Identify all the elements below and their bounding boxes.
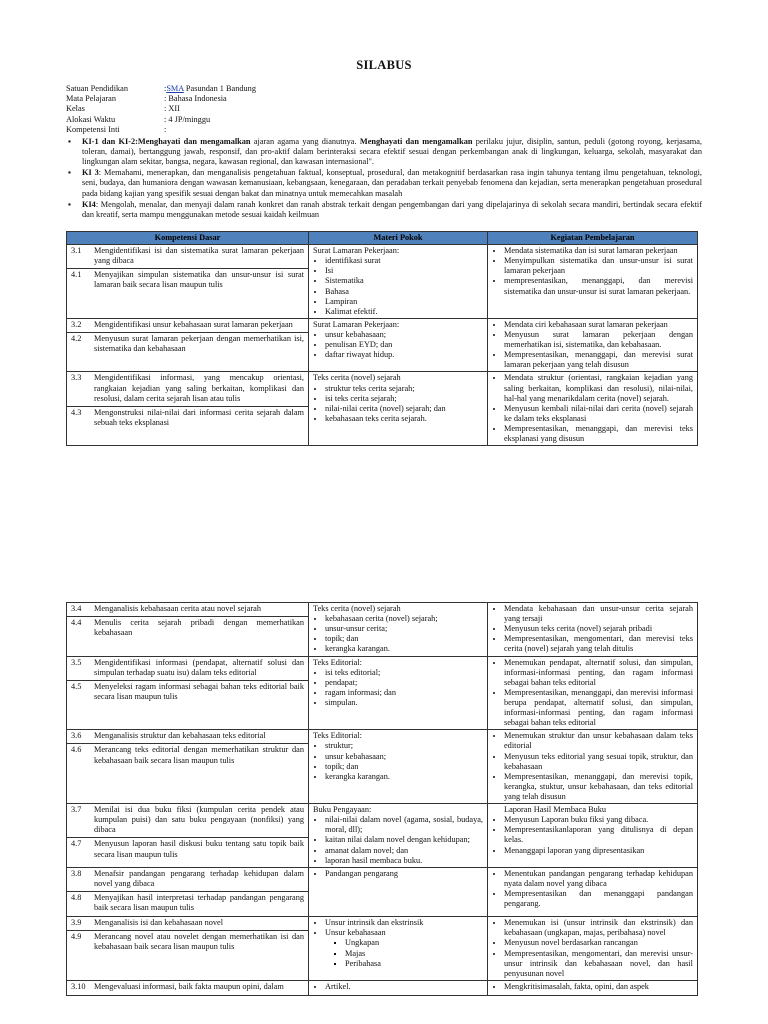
materi-item: • isi teks editorial;	[325, 668, 483, 678]
meta-value	[164, 115, 706, 125]
meta-key: Mata Pelajaran	[66, 94, 116, 104]
kegiatan-item: • Menyusun surat lamaran pekerjaan dengan memerhatikan isi, sistematika, dan kebahasaan.	[504, 330, 693, 350]
materi-item: • unsur-unsur cerita;	[325, 624, 483, 634]
kegiatan-item: • Menanggapi laporan yang dipresentasikan	[504, 846, 693, 856]
kd-number: 3.1	[71, 246, 82, 256]
kd-item	[67, 743, 308, 765]
materi-item: • ragam informasi; dan	[325, 688, 483, 698]
kegiatan-item: • Mempresentasikan, mengomentari, dan merevisi teks cerita (novel) sejarah yang telah ditulis	[504, 634, 693, 654]
syllabus-table-2	[66, 602, 698, 996]
ki-item	[66, 168, 702, 198]
kegiatan-item: • Mempresentasikan, menanggapi, dan merevisi surat lamaran pekerjaan yang telah disusun	[504, 350, 693, 370]
materi-heading: Teks Editorial:	[313, 657, 362, 667]
materi-item: • Lampiran	[325, 297, 483, 307]
kd-number: 3.8	[71, 868, 82, 878]
kd-number: 3.3	[71, 373, 82, 383]
materi-item: • topik; dan	[325, 762, 483, 772]
kd-item	[71, 805, 304, 835]
kd-text: Merancang teks editorial dengan memerhatikan struktur dan kebahasaan baik secara lisan maupun tulis	[94, 745, 304, 765]
kd-number: 3.6	[71, 731, 82, 741]
kd-item	[67, 891, 308, 913]
materi-item: • amanat dalam novel; dan	[325, 846, 483, 856]
kd-cell	[67, 867, 309, 916]
kegiatan-cell	[488, 980, 698, 995]
kegiatan-item: • Mendata kebahasaan dan unsur-unsur cerita sejarah yang tersaji	[504, 604, 693, 624]
table-row	[67, 603, 698, 657]
ki-text: : Mengolah, menalar, dan menyaji dalam ranah konkret dan ranah abstrak terkait dengan pengembangan dari yang dipelajarinya di sekolah secara mandiri, bertindak secara efektif dan kreatif, serta mampu menggunakan metode sesuai kaidah keilmuan	[82, 199, 702, 219]
meta-value	[164, 125, 706, 135]
materi-item: • kebahasaan cerita (novel) sejarah;	[325, 614, 483, 624]
meta-text: 4 JP/minggu	[166, 114, 211, 124]
table-row	[67, 730, 698, 804]
kegiatan-cell	[488, 603, 698, 657]
materi-item: • struktur;	[325, 741, 483, 751]
kd-text: Menyajikan hasil interpretasi terhadap pandangan pengarang baik secara lisan maupun tulis	[94, 892, 304, 913]
kd-number: 3.2	[71, 319, 82, 329]
kegiatan-item: • Mendata struktur (orientasi, rangkaian kejadian yang saling berkaitan, komplikasi dan resolusi), nilai-nilai, hal-hal yang menarikdalam cerita (novel) sejarah.	[504, 373, 693, 403]
kegiatan-cell	[488, 730, 698, 804]
kd-cell	[67, 372, 309, 446]
kegiatan-list	[492, 731, 693, 802]
kd-text: Menganalisis isi dan kebahasaan novel	[94, 918, 224, 928]
identity-block	[66, 84, 706, 135]
table-row	[67, 917, 698, 981]
materi-list	[313, 614, 483, 654]
kegiatan-item: • Mempresentasikan, mengomentari, dan merevisi unsur-unsur intrinsik dan kebahasaan novel, dan hasil penyusunan novel	[504, 949, 693, 979]
kegiatan-item: • Mendata ciri kebahasaan surat lamaran pekerjaan	[504, 320, 693, 330]
kd-number: 3.9	[71, 918, 82, 928]
kd-item	[71, 869, 304, 889]
meta-row	[66, 125, 706, 135]
kegiatan-item: • Menyusun teks editorial yang sesuai topik, struktur, dan kebahasaan	[504, 752, 693, 772]
kegiatan-item: • mempresentasikan, menanggapi, dan merevisi sistematika dan unsur-unsur isi surat lamaran pekerjaan.	[504, 276, 693, 296]
kegiatan-item: • Mendata sistematika dan isi surat lamaran pekerjaan	[504, 246, 693, 256]
ki-text: ajaran agama yang dianutnya.	[250, 137, 360, 146]
kd-number: 3.7	[71, 805, 82, 815]
document-title: SILABUS	[356, 58, 412, 72]
ki-label: KI 3	[82, 168, 99, 178]
kegiatan-list	[492, 815, 693, 855]
materi-list	[313, 741, 483, 781]
materi-cell	[309, 656, 488, 730]
materi-item: • Kalimat efektif.	[325, 307, 483, 317]
materi-item: • topik; dan	[325, 634, 483, 644]
bullet-icon: ▪	[68, 168, 71, 178]
materi-cell	[309, 730, 488, 804]
kegiatan-cell	[488, 318, 698, 372]
materi-item: • Unsur intrinsik dan ekstrinsik	[325, 918, 483, 928]
meta-row	[66, 115, 706, 125]
materi-list	[313, 918, 483, 938]
kd-number: 4.7	[71, 839, 82, 849]
kegiatan-list	[492, 604, 693, 655]
ki-label: KI-1 dan KI-2:Menghayati dan mengamalkan	[82, 137, 251, 146]
kegiatan-list	[492, 246, 693, 297]
kd-item	[71, 246, 304, 266]
materi-item: • penulisan EYD; dan	[325, 340, 483, 350]
meta-text: Pasundan 1 Bandung	[183, 84, 256, 93]
materi-subitem: ▪ Majas	[345, 949, 483, 959]
ki-item	[66, 137, 702, 167]
kd-item	[67, 930, 308, 952]
kegiatan-list	[492, 982, 693, 992]
kd-item	[67, 616, 308, 638]
kd-cell	[67, 730, 309, 804]
materi-item: • unsur kebahasaan;	[325, 330, 483, 340]
core-competencies	[66, 137, 702, 221]
kd-text: Menulis cerita sejarah pribadi dengan memerhatikan kebahasaan	[94, 618, 304, 638]
table-row	[67, 656, 698, 730]
kd-number: 4.5	[71, 681, 82, 691]
materi-item: • kerangka karangan.	[325, 644, 483, 654]
kd-text: Menyajikan simpulan sistematika dan unsur-unsur isi surat lamaran baik secara lisan maupun tulis	[94, 270, 304, 290]
materi-cell	[309, 980, 488, 995]
kd-text: Mengidentifikasi unsur kebahasaan surat lamaran pekerjaan	[94, 319, 293, 329]
materi-heading: Teks Editorial:	[313, 731, 362, 741]
table-row	[67, 372, 698, 446]
kd-text: Menyusun laporan hasil diskusi buku tentang satu topik baik secara lisan maupun tulis	[94, 839, 304, 859]
school-link[interactable]: SMA	[166, 84, 184, 93]
kd-number: 4.1	[71, 270, 82, 280]
materi-cell	[309, 603, 488, 657]
materi-item: • pendapat;	[325, 678, 483, 688]
kegiatan-item: • Mempresentasikan, menanggapi, dan merevisi topik, kerangka, stuktur, unsur kebahasaan, dan teks editorial yang telah disusun	[504, 772, 693, 802]
materi-heading: Teks cerita (novel) sejarah	[313, 373, 401, 383]
kd-number: 4.4	[71, 618, 82, 628]
materi-item: • Bahasa	[325, 287, 483, 297]
header-kompetensi-dasar: Kompetensi Dasar	[67, 232, 309, 245]
table-row	[67, 804, 698, 868]
meta-value	[164, 94, 706, 104]
kegiatan-cell	[488, 804, 698, 868]
kegiatan-cell	[488, 656, 698, 730]
kd-text: Mengevaluasi informasi, baik fakta maupun opini, dalam	[94, 981, 284, 991]
materi-item: • Isi	[325, 266, 483, 276]
kegiatan-cell	[488, 867, 698, 916]
kd-text: Menafsir pandangan pengarang terhadap kehidupan dalam novel yang dibaca	[94, 868, 304, 888]
kd-item	[67, 406, 308, 428]
kd-number: 4.9	[71, 932, 82, 942]
ki-text: : Memahami, menerapkan, dan menganalisis pengetahuan faktual, konseptual, prosedural, dan metakognitif berdasarkan rasa ingin tahunya tentang ilmu pengetahuan, teknologi, seni, budaya, dan humaniora dengan wawasan kemanusiaan, kebangsaan, kenegaraan, dan peradaban terkait penyebab fenomena dan kejadian, serta menerapkan pengetahuan prosedural pada bidang kajian yang spesifik sesuai dengan bakat dan minatnya untuk memecahkan masalah	[82, 168, 702, 198]
meta-row	[66, 84, 706, 94]
kegiatan-cell	[488, 372, 698, 446]
kegiatan-list	[492, 658, 693, 729]
materi-subitem: ▪ Ungkapan	[345, 938, 483, 948]
materi-item: • kebahasaan teks cerita sejarah.	[325, 414, 483, 424]
materi-list	[313, 869, 483, 879]
materi-item: • nilai-nilai dalam novel (agama, sosial, budaya, moral, dll);	[325, 815, 483, 835]
kd-item	[71, 373, 304, 403]
meta-key: Kompetensi Inti	[66, 124, 120, 134]
materi-item: • Unsur kebahasaan	[325, 928, 483, 938]
materi-item: • identifikasi surat	[325, 256, 483, 266]
kd-item	[71, 982, 304, 992]
kd-item	[71, 731, 304, 741]
kegiatan-item: • Menemukan isi (unsur intrinsik dan ekstrinsik) dan kebahasaan (ungkapan, majas, peribahasa) novel	[504, 918, 693, 938]
kegiatan-list	[492, 320, 693, 371]
meta-value	[164, 104, 706, 114]
kd-text: Menyeleksi ragam informasi sebagai bahan teks editorial baik secara lisan maupun tulis	[94, 681, 304, 701]
materi-item: • Pandangan pengarang	[325, 869, 483, 879]
materi-item: • nilai-nilai cerita (novel) sejarah; dan	[325, 404, 483, 414]
materi-item: • daftar riwayat hidup.	[325, 350, 483, 360]
kd-number: 4.2	[71, 333, 82, 343]
meta-row	[66, 94, 706, 104]
kd-text: Mengidentifikasi informasi (pendapat, alternatif solusi dan simpulan terhadap suatu isu) dalam teks editorial	[94, 657, 304, 677]
kd-item	[71, 604, 304, 614]
kd-text: Mengonstruksi nilai-nilai dari informasi cerita sejarah dalam sebuah teks eksplanasi	[94, 407, 304, 427]
meta-separator: :	[164, 94, 167, 104]
kegiatan-item: • Mengkritisimasalah, fakta, opini, dan aspek	[504, 982, 693, 992]
kd-number: 4.8	[71, 892, 82, 902]
meta-key: Kelas	[66, 104, 85, 114]
meta-row	[66, 104, 706, 114]
header-materi-pokok: Materi Pokok	[309, 232, 488, 245]
ki-label: KI4	[82, 199, 96, 209]
kegiatan-cell	[488, 917, 698, 981]
materi-list	[313, 815, 483, 866]
kd-item	[71, 658, 304, 678]
kd-text: Merancang novel atau novelet dengan memerhatikan isi dan kebahasaan baik secara lisan maupun tulis	[94, 932, 304, 952]
kd-cell	[67, 917, 309, 981]
table-row	[67, 245, 698, 319]
kegiatan-item: • Mempresentasikan dan menanggapi pandangan pengarang.	[504, 889, 693, 909]
kegiatan-item: • Menemukan pendapat, alternatif solusi, dan simpulan, informasi-informasi penting, dan ragam informasi sebagai bahan teks editorial	[504, 658, 693, 688]
kegiatan-item: • Menyusun novel berdasarkan rancangan	[504, 938, 693, 948]
meta-separator: :	[164, 84, 167, 93]
kd-text: Mengidentifikasi informasi, yang mencakup orientasi, rangkaian kejadian yang saling berkaitan, komplikasi dan resolusi, dalam cerita sejarah lisan atau tulis	[94, 373, 304, 403]
bullet-icon: ▪	[68, 137, 71, 146]
kegiatan-cell	[488, 245, 698, 319]
kd-number: 3.5	[71, 657, 82, 667]
kd-number: 4.6	[71, 745, 82, 755]
kegiatan-item: • Mempresentasikan, menanggapi, dan merevisi teks eksplanasi yang disusun	[504, 424, 693, 444]
kd-text: Menilai isi dua buku fiksi (kumpulan cerita pendek atau kumpulan puisi) dan satu buku pengayaan (nonfiksi) yang dibaca	[94, 805, 304, 835]
materi-item: • kerangka karangan.	[325, 772, 483, 782]
kd-cell	[67, 980, 309, 995]
meta-text: Bahasa Indonesia	[166, 94, 227, 104]
materi-cell	[309, 917, 488, 981]
materi-item: • simpulan.	[325, 698, 483, 708]
table-row	[67, 318, 698, 372]
kegiatan-item: • Mempresentasikanlaporan yang ditulisnya di depan kelas.	[504, 825, 693, 845]
kegiatan-list	[492, 918, 693, 979]
kd-cell	[67, 656, 309, 730]
bullet-icon: ▪	[68, 199, 71, 209]
kd-text: Menganalisis kebahasaan cerita atau novel sejarah	[94, 604, 262, 613]
materi-list	[313, 668, 483, 708]
materi-cell	[309, 245, 488, 319]
materi-item: • isi teks cerita sejarah;	[325, 394, 483, 404]
kd-item	[67, 268, 308, 290]
materi-item: • struktur teks cerita sejarah;	[325, 384, 483, 394]
ki-text-cont: perilaku jujur, disiplin, santun, peduli (gotong royong, kerjasama, toleran, damai), bertanggung jawab, responsif, dan pro-aktif dalam berinteraksi secara efektif sesuai dengan perkembangan anak di lingkungan, keluarga, sekolah, masyarakat dan lingkungan alam sekitar, bangsa, negara, kawasan regional, dan kawasan internasional".	[82, 137, 702, 167]
kd-number: 3.10	[71, 981, 86, 991]
materi-subitem: ▪ Peribahasa	[345, 959, 483, 969]
kd-number: 3.4	[71, 604, 82, 613]
kegiatan-item: • Menentukan pandangan pengarang terhadap kehidupan nyata dalam novel yang dibaca	[504, 869, 693, 889]
materi-list	[313, 256, 483, 317]
kegiatan-list	[492, 869, 693, 909]
meta-separator: :	[164, 104, 167, 114]
kd-item	[71, 320, 304, 330]
materi-list	[313, 330, 483, 360]
meta-text: XII	[166, 104, 180, 114]
materi-heading: Surat Lamaran Pekerjaan:	[313, 246, 400, 256]
kd-cell	[67, 603, 309, 657]
kd-cell	[67, 245, 309, 319]
meta-separator: :	[164, 114, 167, 124]
ki-item	[66, 200, 702, 220]
kd-text: Mengidentifikasi isi dan sistematika surat lamaran pekerjaan yang dibaca	[94, 246, 304, 266]
meta-value	[164, 84, 706, 94]
kd-text: Menganalisis struktur dan kebahasaan teks editorial	[94, 731, 266, 741]
kd-item	[67, 332, 308, 354]
materi-item: • Artikel.	[325, 982, 483, 992]
kegiatan-item: • Menyusun kembali nilai-nilai dari cerita (novel) sejarah ke dalam teks eksplanasi	[504, 404, 693, 424]
materi-list	[313, 982, 483, 992]
materi-heading: Buku Pengayaan:	[313, 805, 372, 815]
kd-cell	[67, 318, 309, 372]
kd-item	[71, 918, 304, 928]
materi-item: • Sistematika	[325, 276, 483, 286]
meta-separator: :	[164, 124, 167, 134]
materi-sublist	[313, 938, 483, 968]
kegiatan-list	[492, 373, 693, 444]
materi-item: • unsur kebahasaan;	[325, 752, 483, 762]
kegiatan-item: • Menyusun Laporan buku fiksi yang dibaca.	[504, 815, 693, 825]
materi-cell	[309, 372, 488, 446]
materi-cell	[309, 804, 488, 868]
kegiatan-item: • Menyimpulkan sistematika dan unsur-unsur isi surat lamaran pekerjaan	[504, 256, 693, 276]
kd-text: Menyusun surat lamaran pekerjaan dengan memerhatikan isi, sistematika dan kebahasaan	[94, 333, 304, 354]
kd-item	[67, 680, 308, 702]
materi-cell	[309, 318, 488, 372]
header-kegiatan-pembelajaran: Kegiatan Pembelajaran	[488, 232, 698, 245]
ki-emphasis: Menghayati dan mengamalkan	[359, 137, 473, 146]
materi-list	[313, 384, 483, 424]
kegiatan-item: • Menyusun teks cerita (novel) sejarah pribadi	[504, 624, 693, 634]
meta-key: Alokasi Waktu	[66, 114, 116, 124]
meta-key: Satuan Pendidikan	[66, 84, 128, 93]
table-row	[67, 980, 698, 995]
kegiatan-item: • Mempresentasikan, menanggapi, dan merevisi informasi berupa pendapat, alternatif solusi, dan simpulan, informasi-informasi penting, dan ragam informasi sebagai bahan teks editorial	[504, 688, 693, 728]
syllabus-table-1	[66, 231, 698, 446]
kd-cell	[67, 804, 309, 868]
table-row	[67, 867, 698, 916]
kd-item	[67, 837, 308, 859]
materi-cell	[309, 867, 488, 916]
kd-number: 4.3	[71, 407, 82, 417]
materi-item: • kaitan nilai dalam novel dengan kehidupan;	[325, 835, 483, 845]
kegiatan-heading: Laporan Hasil Membaca Buku	[504, 805, 607, 815]
kegiatan-item: • Menemukan struktur dan unsur kebahasaan dalam teks editorial	[504, 731, 693, 751]
materi-item: • laporan hasil membaca buku.	[325, 856, 483, 866]
materi-heading: Teks cerita (novel) sejarah	[313, 604, 401, 613]
materi-heading: Surat Lamaran Pekerjaan:	[313, 319, 400, 329]
